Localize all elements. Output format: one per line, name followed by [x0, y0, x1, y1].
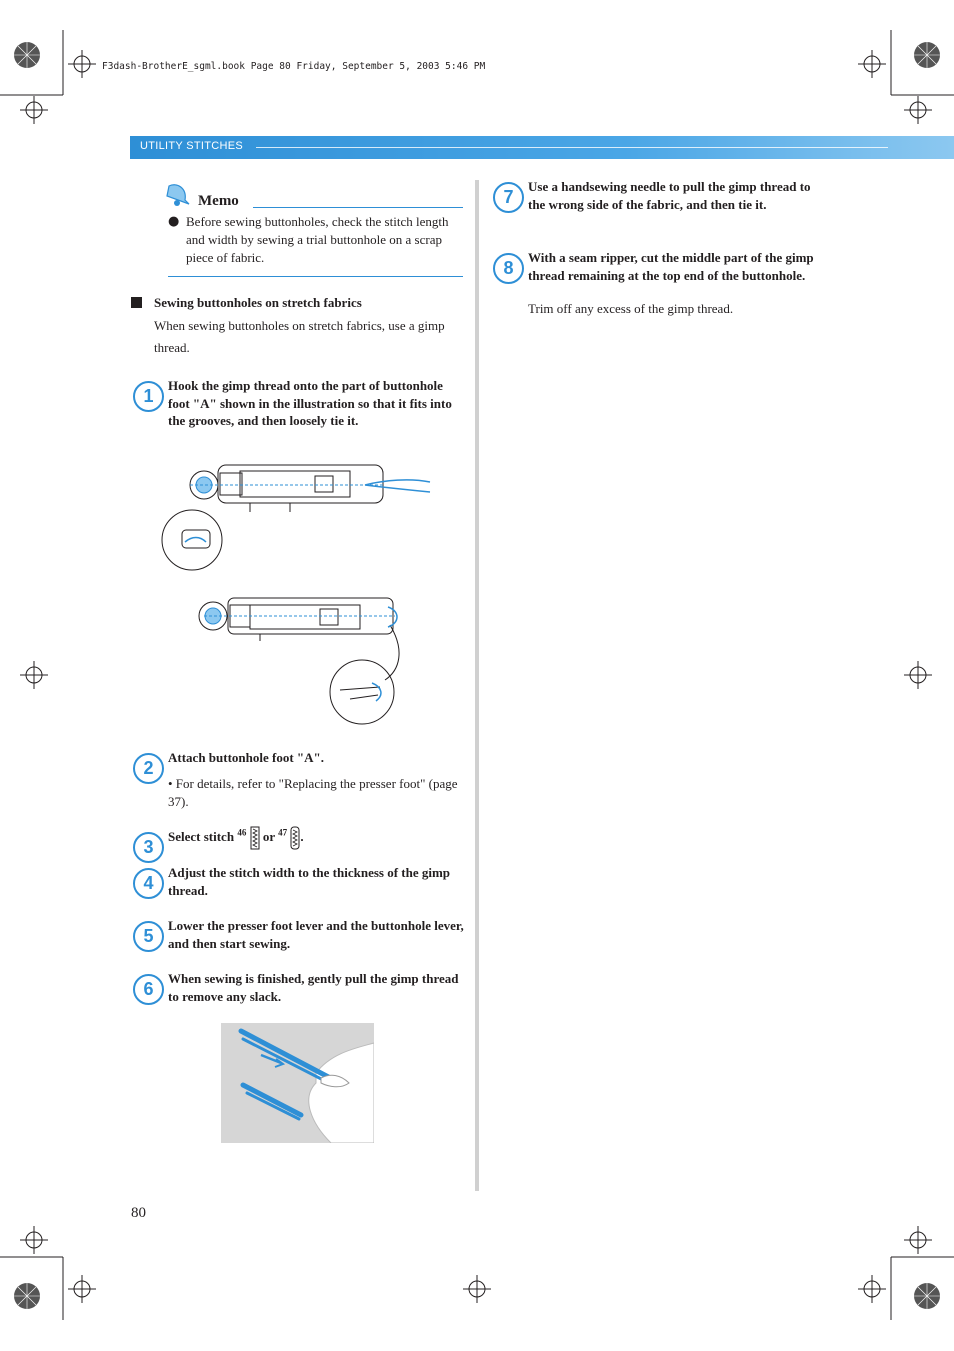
- section-bullet: [131, 297, 142, 308]
- memo-bottom-rule: [168, 276, 463, 277]
- page-number: 80: [131, 1205, 146, 1221]
- memo-title: Memo: [198, 193, 239, 209]
- step-text: Adjust the stitch width to the thickness of the gimp thread.: [168, 865, 451, 898]
- step-text: With a seam ripper, cut the middle part of the gimp thread remaining at the top end of the buttonhole.: [528, 250, 814, 283]
- buttonhole-foot-tied-illustration: [190, 595, 405, 725]
- step-note: • For details, refer to "Replacing the presser foot" (page 37).: [168, 776, 458, 809]
- memo-bell-icon: [163, 182, 191, 208]
- stitch-number: 46: [237, 827, 247, 838]
- buttonhole-stitch-icon: [250, 826, 260, 850]
- pull-thread-illustration: [221, 1023, 374, 1143]
- buttonhole-stitch-icon: [290, 826, 300, 850]
- column-divider: [475, 180, 479, 1191]
- memo-bullet: ●: [168, 214, 180, 229]
- step-text: Lower the presser foot lever and the buttonhole lever, and then start sewing.: [168, 918, 464, 951]
- header-rule: [256, 147, 888, 148]
- section-title: Sewing buttonholes on stretch fabrics: [154, 295, 362, 310]
- printer-slug: F3dash-BrotherE_sgml.book Page 80 Friday, September 5, 2003 5:46 PM: [102, 61, 486, 72]
- step-text-part: or: [262, 828, 279, 844]
- step-number: 4: [133, 868, 164, 899]
- step-number: 1: [133, 381, 164, 412]
- step-number: 3: [133, 832, 164, 863]
- stitch-number: 47: [278, 827, 288, 838]
- step-note: Trim off any excess of the gimp thread.: [528, 301, 734, 316]
- step-text: When sewing is finished, gently pull the gimp thread to remove any slack.: [168, 971, 459, 1004]
- step-text-part: Select stitch: [168, 828, 238, 844]
- step-text: Attach buttonhole foot "A".: [168, 750, 324, 765]
- step-number: 5: [133, 921, 164, 952]
- section-header: UTILITY STITCHES: [140, 140, 243, 152]
- step-number: 2: [133, 753, 164, 784]
- step-text: [168, 826, 464, 850]
- step-text: Use a handsewing needle to pull the gimp thread to the wrong side of the fabric, and then tie it.: [528, 179, 811, 212]
- step-number: 7: [493, 182, 524, 213]
- section-text: When sewing buttonholes on stretch fabrics, use a gimp thread.: [154, 318, 445, 355]
- memo-text: Before sewing buttonholes, check the stitch length and width by sewing a trial buttonhole on a scrap piece of fabric.: [186, 214, 449, 265]
- step-number: 6: [133, 974, 164, 1005]
- buttonhole-foot-illustration: [160, 460, 435, 575]
- step-text-part: .: [300, 828, 304, 844]
- step-number: 8: [493, 253, 524, 284]
- memo-rule: [253, 207, 463, 208]
- step-text: Hook the gimp thread onto the part of buttonhole foot "A" shown in the illustration so that it fits into the grooves, and then loosely tie it.: [168, 378, 452, 428]
